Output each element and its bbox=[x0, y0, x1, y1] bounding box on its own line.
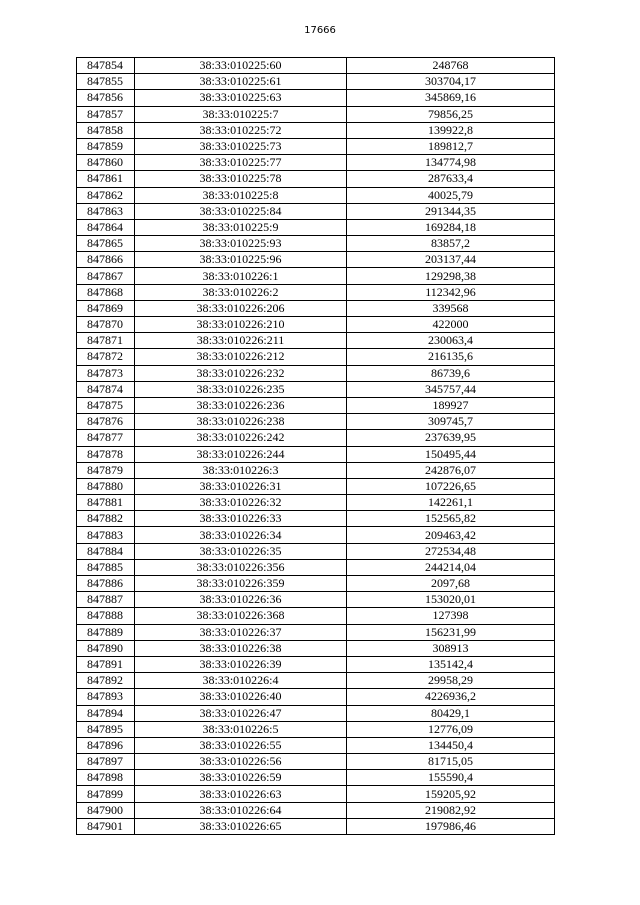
table-row bbox=[77, 559, 555, 575]
page-number: 17666 bbox=[304, 25, 336, 36]
table-row bbox=[77, 430, 555, 446]
cadastral-number-cell: 38:33:010226:59 bbox=[135, 770, 347, 786]
cadastral-value-cell: 12776,09 bbox=[347, 721, 555, 737]
row-number-cell: 847863 bbox=[77, 203, 135, 219]
cadastral-value-cell: 169284,18 bbox=[347, 219, 555, 235]
row-number-cell: 847894 bbox=[77, 705, 135, 721]
table-row bbox=[77, 365, 555, 381]
cadastral-value-cell: 248768 bbox=[347, 58, 555, 74]
cadastral-number-cell: 38:33:010225:72 bbox=[135, 122, 347, 138]
cadastral-value-cell: 155590,4 bbox=[347, 770, 555, 786]
cadastral-number-cell: 38:33:010225:93 bbox=[135, 236, 347, 252]
row-number-cell: 847883 bbox=[77, 527, 135, 543]
cadastral-number-cell: 38:33:010226:232 bbox=[135, 365, 347, 381]
table-row bbox=[77, 511, 555, 527]
cadastral-number-cell: 38:33:010226:35 bbox=[135, 543, 347, 559]
table-row bbox=[77, 138, 555, 154]
cadastral-value-cell: 345757,44 bbox=[347, 381, 555, 397]
table-row bbox=[77, 462, 555, 478]
row-number-cell: 847889 bbox=[77, 624, 135, 640]
cadastral-number-cell: 38:33:010226:244 bbox=[135, 446, 347, 462]
table-row bbox=[77, 576, 555, 592]
table-row bbox=[77, 155, 555, 171]
table-row bbox=[77, 608, 555, 624]
cadastral-value-cell: 237639,95 bbox=[347, 430, 555, 446]
cadastral-number-cell: 38:33:010226:359 bbox=[135, 576, 347, 592]
table-body bbox=[77, 58, 555, 835]
table-row bbox=[77, 284, 555, 300]
table-row bbox=[77, 252, 555, 268]
row-number-cell: 847865 bbox=[77, 236, 135, 252]
cadastral-number-cell: 38:33:010225:78 bbox=[135, 171, 347, 187]
row-number-cell: 847874 bbox=[77, 381, 135, 397]
cadastral-value-cell: 107226,65 bbox=[347, 478, 555, 494]
cadastral-number-cell: 38:33:010226:356 bbox=[135, 559, 347, 575]
row-number-cell: 847898 bbox=[77, 770, 135, 786]
table-row bbox=[77, 414, 555, 430]
row-number-cell: 847860 bbox=[77, 155, 135, 171]
table-row bbox=[77, 171, 555, 187]
cadastral-number-cell: 38:33:010226:40 bbox=[135, 689, 347, 705]
row-number-cell: 847899 bbox=[77, 786, 135, 802]
cadastral-value-cell: 40025,79 bbox=[347, 187, 555, 203]
cadastral-number-cell: 38:33:010226:368 bbox=[135, 608, 347, 624]
row-number-cell: 847880 bbox=[77, 478, 135, 494]
row-number-cell: 847868 bbox=[77, 284, 135, 300]
cadastral-value-cell: 216135,6 bbox=[347, 349, 555, 365]
table-row bbox=[77, 106, 555, 122]
row-number-cell: 847861 bbox=[77, 171, 135, 187]
row-number-cell: 847866 bbox=[77, 252, 135, 268]
row-number-cell: 847888 bbox=[77, 608, 135, 624]
cadastral-value-cell: 134450,4 bbox=[347, 737, 555, 753]
row-number-cell: 847871 bbox=[77, 333, 135, 349]
cadastral-value-cell: 309745,7 bbox=[347, 414, 555, 430]
table-row bbox=[77, 219, 555, 235]
cadastral-value-cell: 127398 bbox=[347, 608, 555, 624]
table-row bbox=[77, 754, 555, 770]
table-row bbox=[77, 656, 555, 672]
cadastral-number-cell: 38:33:010226:56 bbox=[135, 754, 347, 770]
table-row bbox=[77, 478, 555, 494]
cadastral-value-cell: 81715,05 bbox=[347, 754, 555, 770]
table-row bbox=[77, 397, 555, 413]
cadastral-number-cell: 38:33:010226:34 bbox=[135, 527, 347, 543]
row-number-cell: 847857 bbox=[77, 106, 135, 122]
cadastral-number-cell: 38:33:010225:63 bbox=[135, 90, 347, 106]
cadastral-value-cell: 209463,42 bbox=[347, 527, 555, 543]
row-number-cell: 847867 bbox=[77, 268, 135, 284]
row-number-cell: 847862 bbox=[77, 187, 135, 203]
row-number-cell: 847884 bbox=[77, 543, 135, 559]
row-number-cell: 847869 bbox=[77, 300, 135, 316]
cadastral-number-cell: 38:33:010225:60 bbox=[135, 58, 347, 74]
cadastral-number-cell: 38:33:010225:73 bbox=[135, 138, 347, 154]
row-number-cell: 847872 bbox=[77, 349, 135, 365]
cadastral-value-cell: 339568 bbox=[347, 300, 555, 316]
table-row bbox=[77, 333, 555, 349]
cadastral-value-cell: 272534,48 bbox=[347, 543, 555, 559]
cadastral-value-cell: 150495,44 bbox=[347, 446, 555, 462]
table-row bbox=[77, 58, 555, 74]
row-number-cell: 847891 bbox=[77, 656, 135, 672]
cadastral-number-cell: 38:33:010226:65 bbox=[135, 818, 347, 834]
row-number-cell: 847879 bbox=[77, 462, 135, 478]
row-number-cell: 847859 bbox=[77, 138, 135, 154]
cadastral-number-cell: 38:33:010226:36 bbox=[135, 592, 347, 608]
cadastral-number-cell: 38:33:010226:55 bbox=[135, 737, 347, 753]
row-number-cell: 847878 bbox=[77, 446, 135, 462]
row-number-cell: 847858 bbox=[77, 122, 135, 138]
cadastral-value-cell: 156231,99 bbox=[347, 624, 555, 640]
cadastral-number-cell: 38:33:010226:236 bbox=[135, 397, 347, 413]
cadastral-value-cell: 203137,44 bbox=[347, 252, 555, 268]
cadastral-number-cell: 38:33:010226:38 bbox=[135, 640, 347, 656]
cadastral-number-cell: 38:33:010225:61 bbox=[135, 74, 347, 90]
table-row bbox=[77, 317, 555, 333]
table-row bbox=[77, 268, 555, 284]
cadastral-number-cell: 38:33:010226:4 bbox=[135, 673, 347, 689]
table-row bbox=[77, 705, 555, 721]
table-row bbox=[77, 90, 555, 106]
row-number-cell: 847864 bbox=[77, 219, 135, 235]
table-row bbox=[77, 187, 555, 203]
row-number-cell: 847897 bbox=[77, 754, 135, 770]
cadastral-value-cell: 422000 bbox=[347, 317, 555, 333]
cadastral-number-cell: 38:33:010226:212 bbox=[135, 349, 347, 365]
row-number-cell: 847900 bbox=[77, 802, 135, 818]
table-row bbox=[77, 74, 555, 90]
cadastral-value-cell: 303704,17 bbox=[347, 74, 555, 90]
cadastral-number-cell: 38:33:010226:47 bbox=[135, 705, 347, 721]
cadastral-number-cell: 38:33:010226:64 bbox=[135, 802, 347, 818]
row-number-cell: 847855 bbox=[77, 74, 135, 90]
table-row bbox=[77, 624, 555, 640]
cadastral-number-cell: 38:33:010225:7 bbox=[135, 106, 347, 122]
cadastral-number-cell: 38:33:010226:31 bbox=[135, 478, 347, 494]
cadastral-value-cell: 134774,98 bbox=[347, 155, 555, 171]
cadastral-value-cell: 244214,04 bbox=[347, 559, 555, 575]
cadastral-value-cell: 112342,96 bbox=[347, 284, 555, 300]
cadastral-number-cell: 38:33:010226:32 bbox=[135, 495, 347, 511]
table-row bbox=[77, 446, 555, 462]
cadastral-number-cell: 38:33:010225:96 bbox=[135, 252, 347, 268]
row-number-cell: 847856 bbox=[77, 90, 135, 106]
cadastral-value-cell: 135142,4 bbox=[347, 656, 555, 672]
table-row bbox=[77, 300, 555, 316]
cadastral-value-cell: 159205,92 bbox=[347, 786, 555, 802]
cadastral-number-cell: 38:33:010225:9 bbox=[135, 219, 347, 235]
cadastral-number-cell: 38:33:010225:77 bbox=[135, 155, 347, 171]
cadastral-number-cell: 38:33:010226:238 bbox=[135, 414, 347, 430]
cadastral-number-cell: 38:33:010226:63 bbox=[135, 786, 347, 802]
cadastral-value-cell: 189927 bbox=[347, 397, 555, 413]
cadastral-value-cell: 129298,38 bbox=[347, 268, 555, 284]
cadastral-number-cell: 38:33:010226:1 bbox=[135, 268, 347, 284]
cadastral-number-cell: 38:33:010226:210 bbox=[135, 317, 347, 333]
row-number-cell: 847881 bbox=[77, 495, 135, 511]
row-number-cell: 847870 bbox=[77, 317, 135, 333]
cadastral-number-cell: 38:33:010225:8 bbox=[135, 187, 347, 203]
cadastral-value-cell: 189812,7 bbox=[347, 138, 555, 154]
table-row bbox=[77, 122, 555, 138]
row-number-cell: 847890 bbox=[77, 640, 135, 656]
cadastral-value-cell: 83857,2 bbox=[347, 236, 555, 252]
row-number-cell: 847895 bbox=[77, 721, 135, 737]
table-row bbox=[77, 818, 555, 834]
table-row bbox=[77, 673, 555, 689]
table-row bbox=[77, 737, 555, 753]
cadastral-value-cell: 142261,1 bbox=[347, 495, 555, 511]
row-number-cell: 847901 bbox=[77, 818, 135, 834]
cadastral-number-cell: 38:33:010226:2 bbox=[135, 284, 347, 300]
cadastral-value-cell: 86739,6 bbox=[347, 365, 555, 381]
table-row bbox=[77, 203, 555, 219]
cadastral-value-cell: 153020,01 bbox=[347, 592, 555, 608]
cadastral-number-cell: 38:33:010226:5 bbox=[135, 721, 347, 737]
row-number-cell: 847885 bbox=[77, 559, 135, 575]
table-row bbox=[77, 381, 555, 397]
table-row bbox=[77, 349, 555, 365]
cadastral-value-cell: 242876,07 bbox=[347, 462, 555, 478]
cadastral-value-cell: 197986,46 bbox=[347, 818, 555, 834]
row-number-cell: 847877 bbox=[77, 430, 135, 446]
cadastral-value-cell: 29958,29 bbox=[347, 673, 555, 689]
table-row bbox=[77, 527, 555, 543]
cadastral-number-cell: 38:33:010226:242 bbox=[135, 430, 347, 446]
cadastral-number-cell: 38:33:010226:33 bbox=[135, 511, 347, 527]
table-row bbox=[77, 592, 555, 608]
row-number-cell: 847892 bbox=[77, 673, 135, 689]
row-number-cell: 847893 bbox=[77, 689, 135, 705]
table-row bbox=[77, 770, 555, 786]
cadastral-value-cell: 219082,92 bbox=[347, 802, 555, 818]
cadastral-number-cell: 38:33:010226:235 bbox=[135, 381, 347, 397]
cadastral-value-cell: 2097,68 bbox=[347, 576, 555, 592]
cadastral-number-cell: 38:33:010226:206 bbox=[135, 300, 347, 316]
table-row bbox=[77, 236, 555, 252]
cadastral-value-cell: 152565,82 bbox=[347, 511, 555, 527]
row-number-cell: 847875 bbox=[77, 397, 135, 413]
cadastral-number-cell: 38:33:010226:3 bbox=[135, 462, 347, 478]
cadastral-value-cell: 80429,1 bbox=[347, 705, 555, 721]
cadastral-value-cell: 230063,4 bbox=[347, 333, 555, 349]
cadastral-value-cell: 287633,4 bbox=[347, 171, 555, 187]
row-number-cell: 847886 bbox=[77, 576, 135, 592]
cadastral-number-cell: 38:33:010225:84 bbox=[135, 203, 347, 219]
table-row bbox=[77, 543, 555, 559]
table-row bbox=[77, 802, 555, 818]
cadastral-value-cell: 345869,16 bbox=[347, 90, 555, 106]
row-number-cell: 847882 bbox=[77, 511, 135, 527]
cadastral-number-cell: 38:33:010226:211 bbox=[135, 333, 347, 349]
cadastral-number-cell: 38:33:010226:37 bbox=[135, 624, 347, 640]
table-row bbox=[77, 721, 555, 737]
cadastral-value-cell: 79856,25 bbox=[347, 106, 555, 122]
row-number-cell: 847887 bbox=[77, 592, 135, 608]
row-number-cell: 847896 bbox=[77, 737, 135, 753]
cadastral-value-cell: 139922,8 bbox=[347, 122, 555, 138]
cadastral-value-cell: 4226936,2 bbox=[347, 689, 555, 705]
row-number-cell: 847854 bbox=[77, 58, 135, 74]
cadastral-value-cell: 308913 bbox=[347, 640, 555, 656]
cadastral-value-cell: 291344,35 bbox=[347, 203, 555, 219]
table-row bbox=[77, 786, 555, 802]
row-number-cell: 847876 bbox=[77, 414, 135, 430]
cadastral-number-cell: 38:33:010226:39 bbox=[135, 656, 347, 672]
table-row bbox=[77, 640, 555, 656]
cadastral-value-table bbox=[76, 57, 555, 835]
table-row bbox=[77, 689, 555, 705]
table-row bbox=[77, 495, 555, 511]
row-number-cell: 847873 bbox=[77, 365, 135, 381]
